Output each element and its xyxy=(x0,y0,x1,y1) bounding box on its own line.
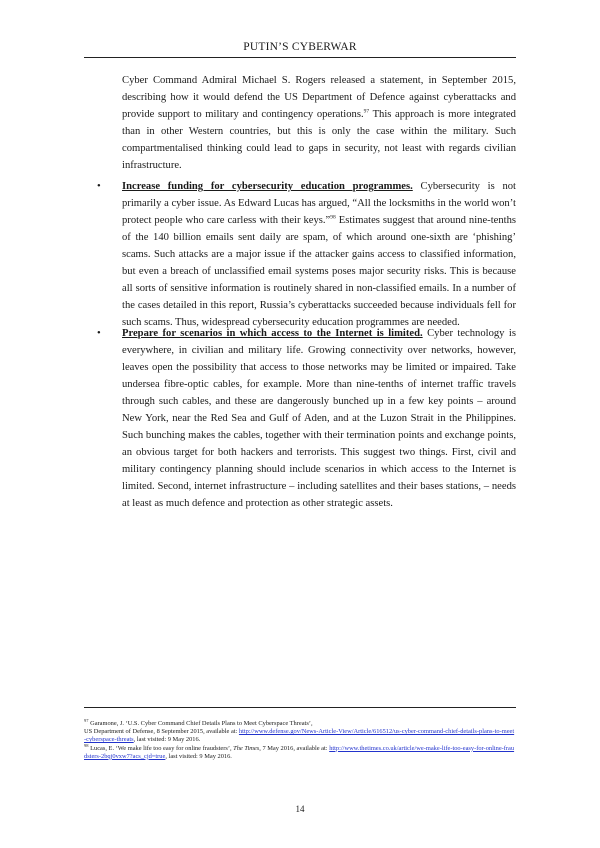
bullet-lead: Increase funding for cybersecurity education programmes. xyxy=(122,181,413,192)
footnote-text: , last visited: 9 May 2016. xyxy=(133,736,201,744)
bullet-text: Cyber technology is everywhere, in civilian and military life. Growing connectivity over networks, however, leaves open the possibility that access to those networks may be limited or impaired. Take undersea fibre-optic cables, for example. More than nine-tenths of internet traffic travels through such cables, and these are dangerously bunched up in a few key points – around New York, near the Red Sea and Gulf of Aden, and at the Luzon Strait in the Philippines. Such bunching makes the cables, together with their termination points and exchange points, an obvious target for both hackers and terrorists. This suggest two things. First, civil and military contingency planning should include scenarios in which access to the Internet is limited. Second, internet infrastructure – including satellites and their bases stations, – needs at least as much defence and protection as other strategic assets. xyxy=(122,328,516,509)
footnote-text: US Department of Defense, 8 September 2015, available at: xyxy=(84,728,239,736)
footnote-number: 97 xyxy=(84,717,89,723)
footnote-text: Lucas, E. ‘We make life too easy for online fraudsters’, xyxy=(88,744,234,752)
footnote-link[interactable]: http://www.defense.gov/News-Article-View/Article/616512/us-cyber-command-chief-details-plans-to-meet-cyberspace-threats xyxy=(84,728,515,744)
bullet-icon: • xyxy=(97,181,101,192)
intro-paragraph xyxy=(122,72,516,174)
bullet-text: Cybersecurity is not primarily a cyber issue. As Edward Lucas has argued, “All the locksmiths in the world won’t protect people who care carless with their keys.” xyxy=(122,181,516,226)
footnote-divider xyxy=(84,707,516,708)
footnote xyxy=(84,742,516,761)
footnote-text: , last visited: 9 May 2016. xyxy=(165,752,232,760)
page-number: 14 xyxy=(295,804,305,814)
footnote-text: Garamone, J. ‘U.S. Cyber Command Chief Details Plans to Meet Cyberspace Threats’, xyxy=(88,720,313,727)
running-header: PUTIN’S CYBERWAR xyxy=(243,41,357,53)
paragraph-text: This approach is more integrated than in other Western countries, but this is only the case within the military. Such compartmentalised thinking could lead to gaps in security, not least with regards civilian infrastructure. xyxy=(122,109,516,171)
publication-title: The Times xyxy=(233,744,260,752)
footnotes xyxy=(84,717,516,761)
bullet-lead: Prepare for scenarios in which access to the Internet is limited. xyxy=(122,328,423,339)
footnote-ref[interactable]: 97 xyxy=(363,108,370,115)
bullet-item xyxy=(97,325,516,512)
footnote-link[interactable]: http://www.thetimes.co.uk/article/we-make-life-too-easy-for-online-fraudsters-2bqj0vxw7?acs_cjd=true xyxy=(84,744,515,760)
footnote-ref[interactable]: 98 xyxy=(330,214,336,221)
footnote-number: 98 xyxy=(84,742,89,748)
bullet-text: Estimates suggest that around nine-tenths of the 140 billion emails sent daily are spam, of which around one-sixth are ‘phishing’ scams. Such attacks are a major issue if the attacker gains access to classified information, but even a breach of unclassified email systems poses major security risks. This is because all sorts of sensitive information is routinely shared in non-classified emails. In a number of the cases detailed in this report, Russia’s cyberattacks succeeded because individuals fell for such scams. Thus, widespread cybersecurity education programmes are needed. xyxy=(122,215,517,328)
footnote-text: , 7 May 2016, available at: xyxy=(259,744,330,752)
bullet-icon: • xyxy=(97,328,101,339)
bullet-item xyxy=(97,178,516,331)
paragraph-text: Cyber Command Admiral Michael S. Rogers released a statement, in September 2015, describing how it would defend the US Department of Defence against cyberattacks and provide support to military and contingency operations. xyxy=(122,75,516,120)
header-divider xyxy=(84,57,516,58)
